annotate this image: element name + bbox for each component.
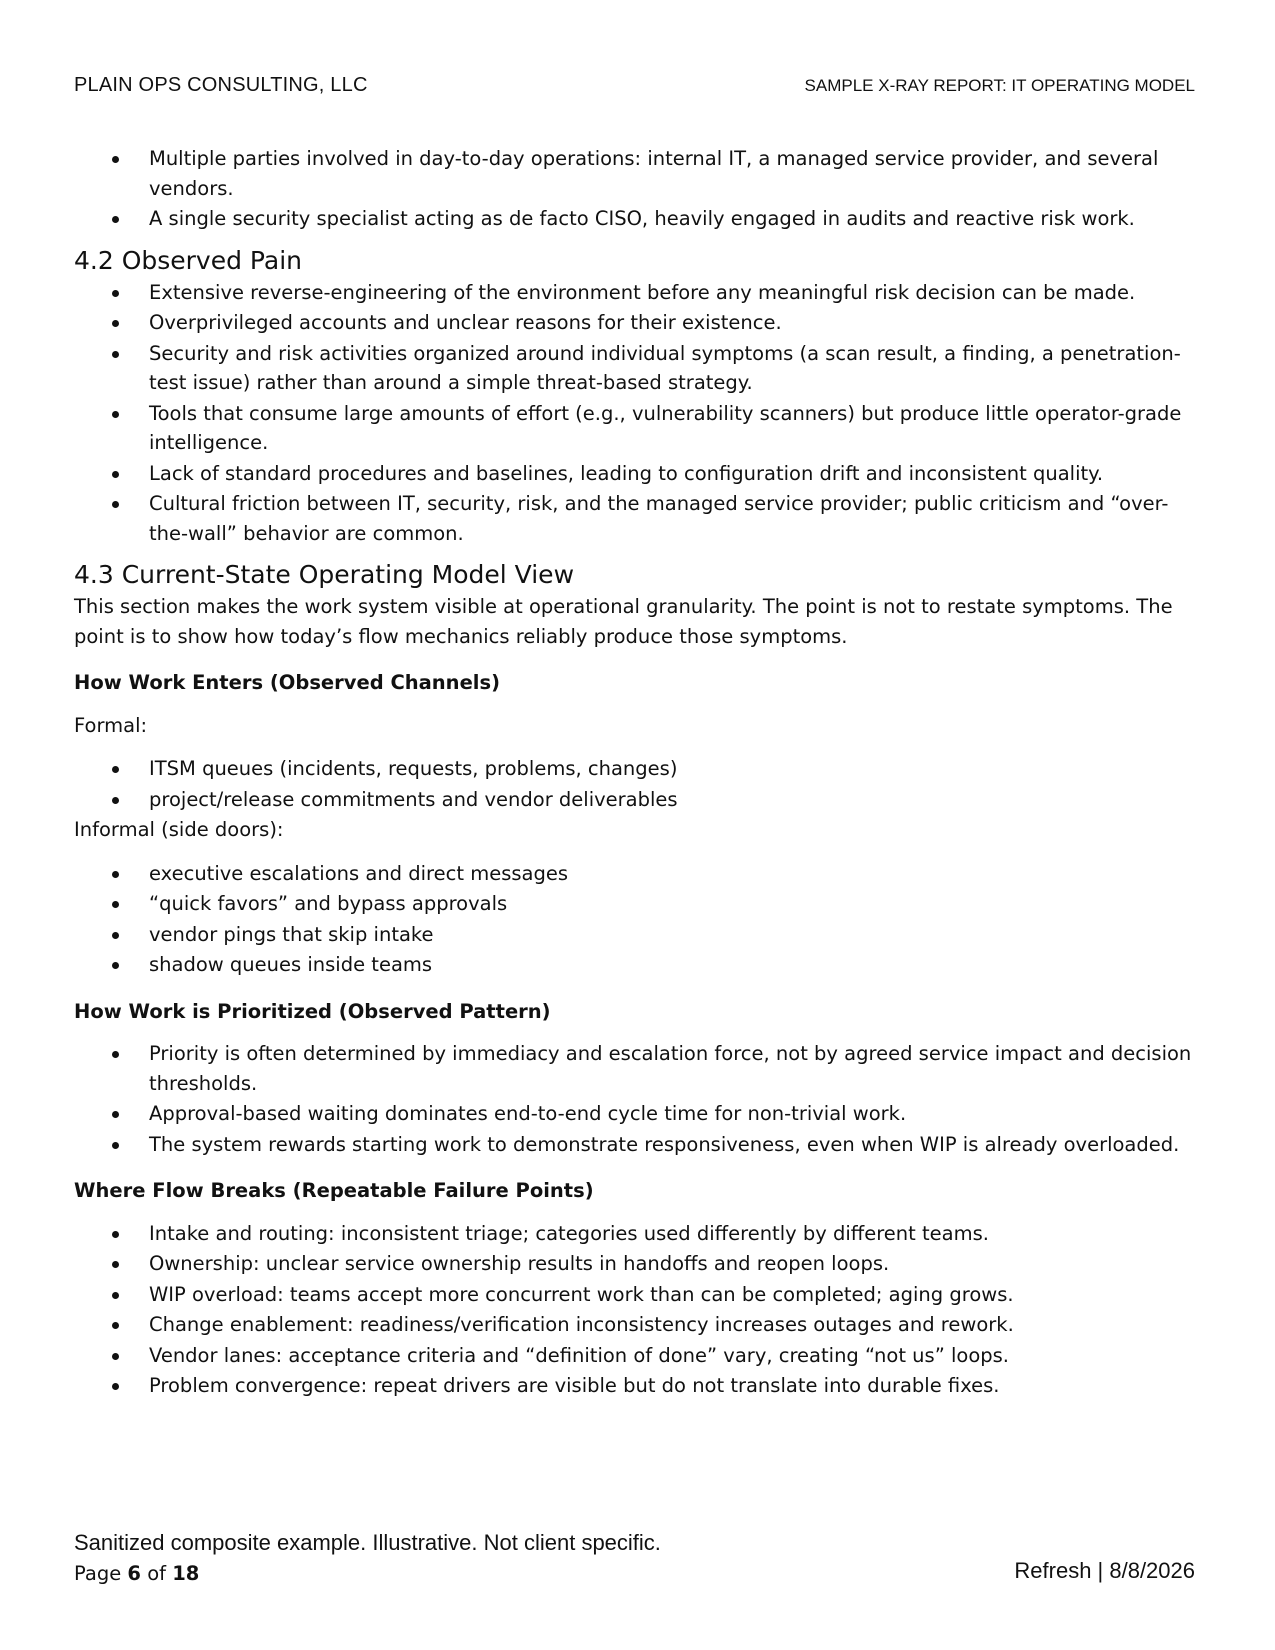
intro-bullet-list [74, 144, 1194, 234]
list-item: vendor pings that skip intake [74, 920, 1194, 950]
flow-breaks-list [74, 1219, 1194, 1401]
list-item: Multiple parties involved in day-to-day operations: internal IT, a managed service provider, and several vendors. [74, 144, 1194, 203]
list-item: Problem convergence: repeat drivers are visible but do not translate into durable fixes. [74, 1371, 1194, 1401]
formal-channels-list [74, 754, 1194, 814]
observed-pain-list [74, 278, 1194, 549]
list-item: Approval-based waiting dominates end-to-end cycle time for non-trivial work. [74, 1099, 1194, 1129]
section-heading-current-state: 4.3 Current-State Operating Model View [74, 560, 575, 589]
section-intro-paragraph: This section makes the work system visible at operational granularity. The point is not to restate symptoms. The point is to show how today’s flow mechanics reliably produce those symptoms. [74, 595, 1173, 648]
list-item: Priority is often determined by immediacy and escalation force, not by agreed service impact and decision thresholds. [74, 1039, 1194, 1098]
list-item: project/release commitments and vendor deliverables [74, 785, 1194, 815]
page-number [74, 1562, 199, 1585]
list-item: WIP overload: teams accept more concurrent work than can be completed; aging grows. [74, 1280, 1194, 1310]
section-heading-observed-pain: 4.2 Observed Pain [74, 245, 302, 275]
list-item: Ownership: unclear service ownership results in handoffs and reopen loops. [74, 1249, 1194, 1279]
list-item: Lack of standard procedures and baselines, leading to configuration drift and inconsistent quality. [74, 459, 1194, 489]
subheading-work-prioritized: How Work is Prioritized (Observed Pattern) [74, 999, 551, 1023]
page-word: Page [74, 1562, 122, 1585]
list-item: Cultural friction between IT, security, risk, and the managed service provider; public criticism and “over-the-wall” behavior are common. [74, 489, 1194, 548]
company-name: PLAIN OPS CONSULTING, LLC [74, 74, 368, 96]
list-item: Intake and routing: inconsistent triage; categories used differently by different teams. [74, 1219, 1194, 1249]
page-current: 6 [127, 1562, 141, 1585]
page-header [74, 74, 1195, 98]
subheading-flow-breaks: Where Flow Breaks (Repeatable Failure Points) [74, 1179, 594, 1202]
list-item: Extensive reverse-engineering of the environment before any meaningful risk decision can be made. [74, 278, 1194, 308]
list-item: shadow queues inside teams [74, 950, 1194, 980]
informal-channels-list [74, 859, 1194, 980]
list-item: Overprivileged accounts and unclear reasons for their existence. [74, 308, 1194, 338]
page-of: of [147, 1562, 166, 1585]
subheading-work-enters: How Work Enters (Observed Channels) [74, 671, 500, 694]
footer-disclaimer: Sanitized composite example. Illustrative. Not client specific. [74, 1530, 661, 1555]
list-item: ITSM queues (incidents, requests, problems, changes) [74, 754, 1194, 784]
list-item: Change enablement: readiness/verification inconsistency increases outages and rework. [74, 1310, 1194, 1340]
footer-refresh-date: Refresh | 8/8/2026 [1014, 1558, 1195, 1583]
list-item: executive escalations and direct messages [74, 859, 1194, 889]
list-item: A single security specialist acting as de facto CISO, heavily engaged in audits and reactive risk work. [74, 204, 1194, 234]
list-item: Security and risk activities organized around individual symptoms (a scan result, a finding, a penetration-test issue) rather than around a simple threat-based strategy. [74, 339, 1194, 398]
report-title: SAMPLE X-RAY REPORT: IT OPERATING MODEL [804, 76, 1195, 95]
page-total: 18 [172, 1562, 200, 1585]
list-item: “quick favors” and bypass approvals [74, 889, 1194, 919]
list-item: Tools that consume large amounts of effort (e.g., vulnerability scanners) but produce little operator-grade intelligence. [74, 399, 1194, 458]
prioritization-list [74, 1039, 1194, 1159]
formal-label: Formal: [74, 713, 148, 737]
document-body [74, 144, 1194, 1402]
informal-label: Informal (side doors): [74, 818, 284, 841]
list-item: The system rewards starting work to demonstrate responsiveness, even when WIP is already overloaded. [74, 1130, 1194, 1160]
list-item: Vendor lanes: acceptance criteria and “definition of done” vary, creating “not us” loops. [74, 1341, 1194, 1371]
